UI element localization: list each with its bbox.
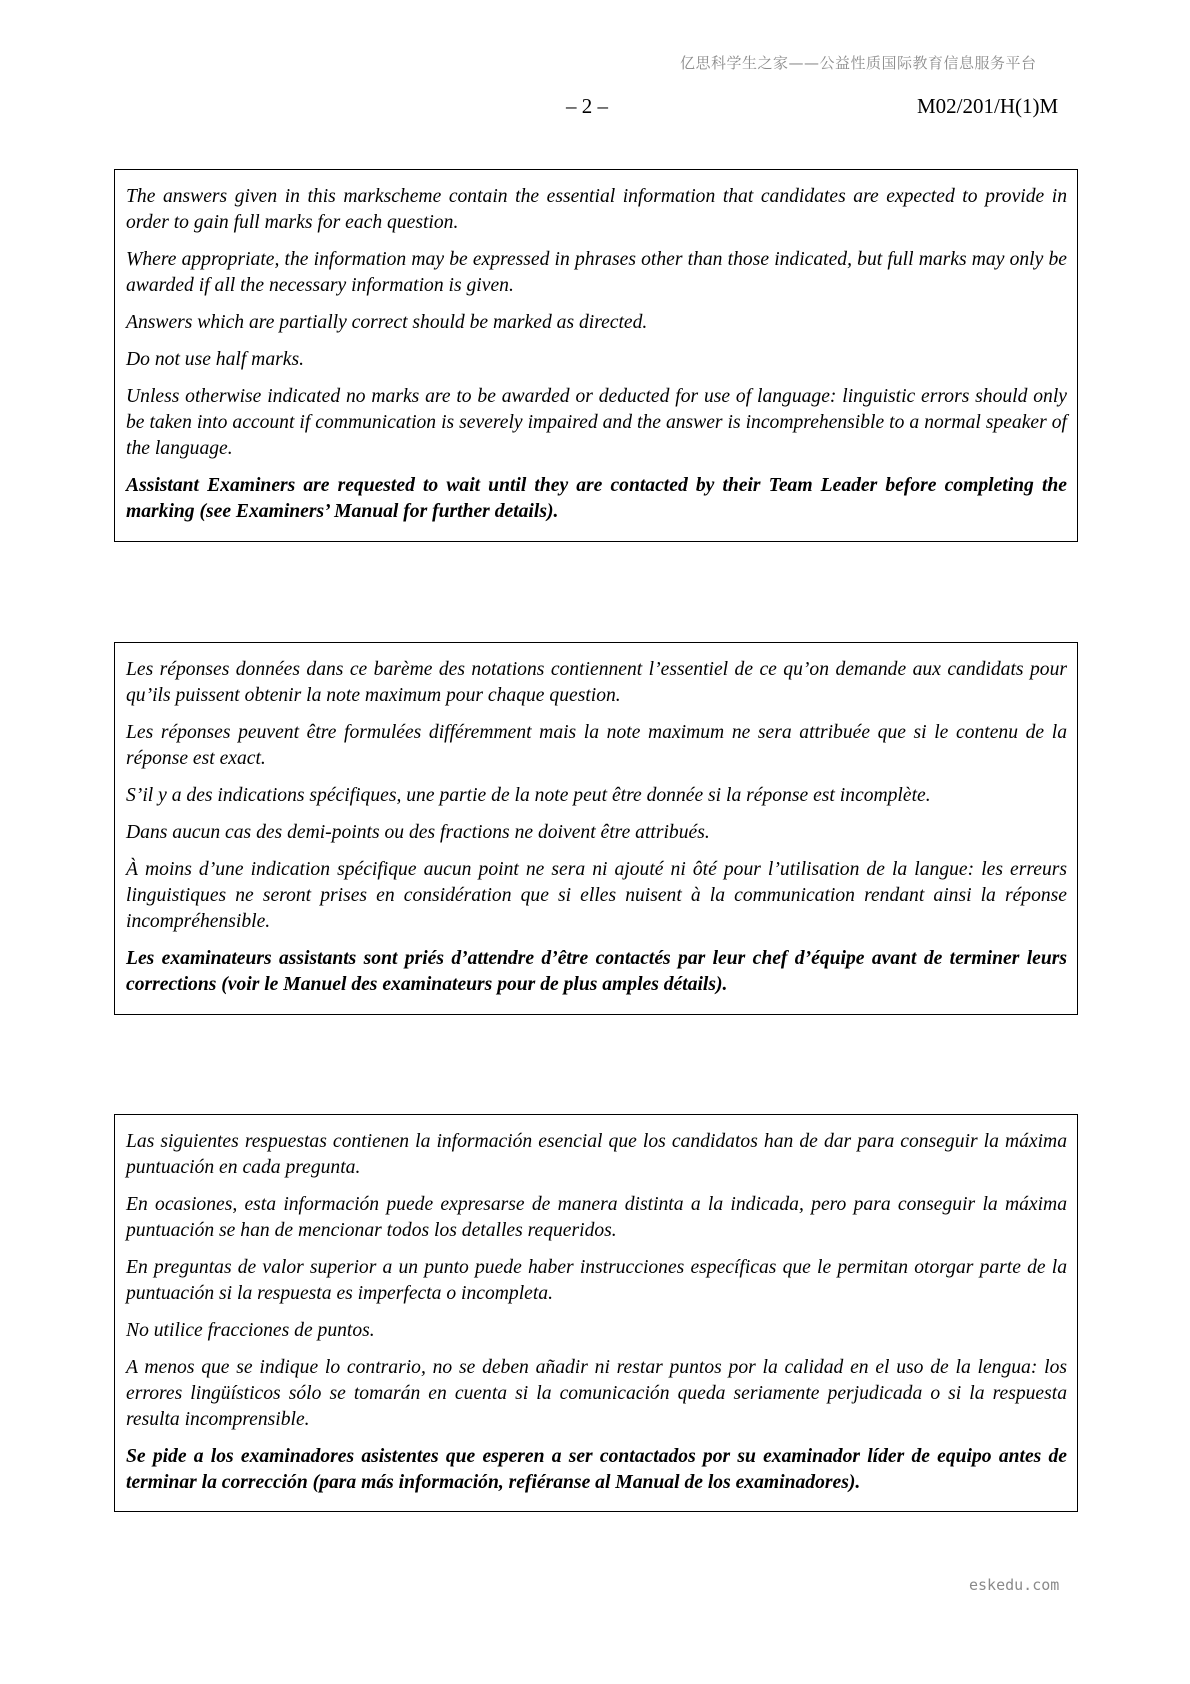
document-code: M02/201/H(1)M [917,94,1059,118]
instruction-paragraph: En preguntas de valor superior a un punto puede haber instrucciones específicas que le permitan otorgar parte de la puntuación si la respuesta es imperfecta o incompleta. [126,1257,1067,1304]
instruction-paragraph: En ocasiones, esta información puede expresarse de manera distinta a la indicada, pero para conseguir la máxima puntuación se han de mencionar todos los detalles requeridos. [126,1194,1067,1241]
examiner-notice: Se pide a los examinadores asistentes que esperen a ser contactados por su examinador líder de equipo antes de terminar la corrección (para más información, refiéranse al Manual de los examinadores). [126,1446,1067,1493]
instruction-paragraph: Unless otherwise indicated no marks are to be awarded or deducted for use of language: linguistic errors should only be taken into account if communication is severely impaired and the answer is incomprehensible to a normal speaker of the language. [126,386,1067,459]
examiner-notice: Les examinateurs assistants sont priés d’attendre d’être contactés par leur chef d’équipe avant de terminer leurs corrections (voir le Manuel des examinateurs pour de plus amples détails). [126,948,1067,995]
instruction-paragraph: Where appropriate, the information may be expressed in phrases other than those indicated, but full marks may only be awarded if all the necessary information is given. [126,249,1067,296]
examiner-notice: Assistant Examiners are requested to wait until they are contacted by their Team Leader before completing the marking (see Examiners’ Manual for further details). [126,475,1067,522]
instruction-paragraph: Les réponses peuvent être formulées différemment mais la note maximum ne sera attribuée que si le contenu de la réponse est exact. [126,722,1067,769]
instruction-paragraph: S’il y a des indications spécifiques, une partie de la note peut être donnée si la réponse est incomplète. [126,785,931,806]
page-number: – 2 – [566,94,608,118]
instruction-paragraph: A menos que se indique lo contrario, no se deben añadir ni restar puntos por la calidad en el uso de la lengua: los errores lingüísticos sólo se tomarán en cuenta si la comunicación queda seriamente perjudicada o si la respuesta resulta incomprensible. [126,1357,1067,1430]
instructions-box-spanish [114,1114,1078,1512]
instruction-paragraph: Les réponses données dans ce barème des notations contiennent l’essentiel de ce qu’on demande aux candidats pour qu’ils puissent obtenir la note maximum pour chaque question. [126,659,1067,706]
instruction-paragraph: The answers given in this markscheme contain the essential information that candidates are expected to provide in order to gain full marks for each question. [126,186,1067,233]
instruction-paragraph: Answers which are partially correct should be marked as directed. [126,312,648,333]
instruction-paragraph: No utilice fracciones de puntos. [126,1320,375,1341]
instruction-paragraph: Dans aucun cas des demi-points ou des fractions ne doivent être attribués. [126,822,710,843]
watermark-bottom: eskedu.com [969,1576,1060,1594]
instructions-box-french [114,642,1078,1015]
instructions-box-english [114,169,1078,542]
instruction-paragraph: Las siguientes respuestas contienen la información esencial que los candidatos han de dar para conseguir la máxima puntuación en cada pregunta. [126,1131,1067,1178]
instruction-paragraph: À moins d’une indication spécifique aucun point ne sera ni ajouté ni ôté pour l’utilisation de la langue: les erreurs linguistiques ne seront prises en considération que si elles nuisent à la communication rendant ainsi la réponse incompréhensible. [126,859,1067,932]
instruction-paragraph: Do not use half marks. [126,349,304,370]
watermark-top: 亿思科学生之家——公益性质国际教育信息服务平台 [680,54,1037,72]
